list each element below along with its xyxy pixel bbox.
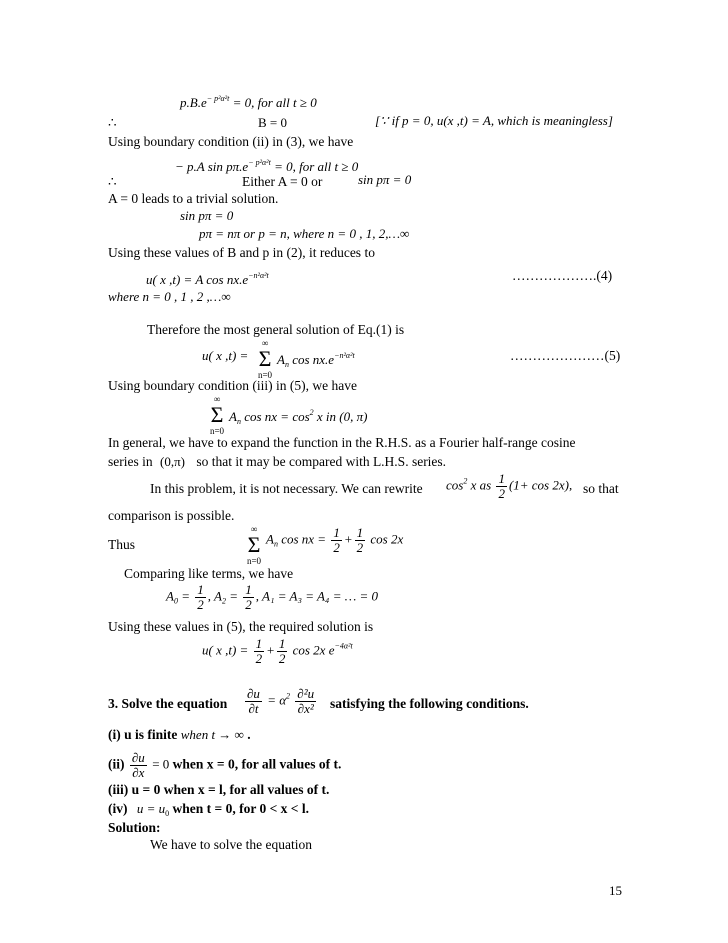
numerator: 1 <box>245 582 252 597</box>
eq-part: cos 2x <box>370 531 404 547</box>
numerator: 1 <box>278 636 286 651</box>
denominator: ∂t <box>248 701 259 716</box>
fraction <box>355 526 366 555</box>
equation-line <box>229 405 367 430</box>
condition-text: when x = 0, for all values of t. <box>172 756 342 772</box>
therefore-symbol: ∴ <box>108 115 117 130</box>
summation-sign: ∞ Σ n=0 <box>246 524 262 566</box>
denominator: ∂x² <box>297 701 314 716</box>
equation-line <box>180 91 317 111</box>
denominator: 2 <box>255 651 263 666</box>
condition-math: = 0 <box>152 756 170 772</box>
text-line: Using these values in (5), the required solution is <box>108 619 374 634</box>
coefficient-subscript: n <box>273 539 278 549</box>
eq-exponent: 2 <box>309 408 314 417</box>
coefficient-subscript: 2 <box>221 596 226 606</box>
condition-text: when t = 0, for 0 < x < l. <box>172 801 309 816</box>
text-line: comparison is possible. <box>108 508 235 523</box>
condition-line: (iii) u = 0 when x = l, for all values of t. <box>108 782 330 797</box>
coefficient-subscript: n <box>284 360 289 369</box>
coefficient-subscript: n <box>236 417 241 426</box>
equation-tag: …………………(5) <box>510 348 621 363</box>
eq-exponent: 2 <box>463 476 468 486</box>
equation-inline <box>446 472 572 501</box>
eq-part: cos nx = <box>281 531 327 547</box>
condition-line <box>108 801 309 822</box>
eq-part: cos <box>446 477 464 493</box>
numerator: ∂u <box>131 750 145 765</box>
numerator: 1 <box>197 582 204 597</box>
denominator: 2 <box>498 486 505 501</box>
fraction <box>195 583 206 612</box>
text-line: Therefore the most general solution of Eq.(1) is <box>147 322 405 337</box>
numerator: 1 <box>356 525 364 540</box>
condition-subscript: 0 <box>165 809 170 818</box>
fraction <box>277 637 288 666</box>
equation-line: sin pπ = 0 <box>358 172 412 187</box>
text-line: Thus <box>108 537 135 552</box>
eq-part: cos nx.e <box>292 352 335 367</box>
eq-part: , A₁ = A₃ = A₄ = … = 0 <box>255 588 379 604</box>
question-heading: satisfying the following conditions. <box>330 696 529 711</box>
text-line: In this problem, it is not necessary. We can rewrite <box>150 481 423 496</box>
sigma-lower: n=0 <box>257 370 273 380</box>
numerator: 1 <box>498 471 505 486</box>
equation-line <box>266 526 403 555</box>
condition-line <box>108 727 251 743</box>
equation-rhs <box>277 348 355 373</box>
equation-line <box>146 268 269 288</box>
equation-tag: ……………….(4) <box>512 268 613 283</box>
numerator: 1 <box>255 636 263 651</box>
fraction <box>331 526 342 555</box>
fraction <box>130 751 147 780</box>
denominator: 2 <box>333 540 340 555</box>
condition-math: u = u <box>136 801 166 816</box>
text-line: In general, we have to expand the function in the R.H.S. as a Fourier half-range cosine <box>108 435 576 450</box>
eq-exponent: − p²α²t <box>248 158 271 167</box>
sigma-lower: n=0 <box>246 556 262 566</box>
text-line: Either A = 0 or <box>242 174 323 189</box>
sigma-upper: ∞ <box>261 338 269 348</box>
eq-part: x as <box>470 477 492 493</box>
sigma-lower: n=0 <box>209 426 225 436</box>
equation-line <box>175 155 358 175</box>
text-line: so that <box>583 481 619 496</box>
plus-sign: + <box>343 531 353 547</box>
pde-equation <box>243 687 318 716</box>
coefficient: A <box>166 588 174 604</box>
denominator: 2 <box>245 597 252 612</box>
condition-label: (iv) <box>108 801 128 816</box>
period: . <box>247 727 251 742</box>
solution-heading: Solution: <box>108 820 161 835</box>
fraction <box>295 687 316 716</box>
interval: (0,π) <box>160 454 185 469</box>
equation-line: B = 0 <box>258 115 288 130</box>
eq-part: cos 2x e <box>292 642 335 658</box>
text-line: Comparing like terms, we have <box>124 566 294 581</box>
text-line: We have to solve the equation <box>150 837 312 852</box>
summation-sign: ∞ Σ n=0 <box>209 394 225 436</box>
text-line: A = 0 leads to a trivial solution. <box>108 191 279 206</box>
eq-part: u( x ,t) = A cos nx.e <box>146 272 249 287</box>
question-heading: 3. Solve the equation <box>108 696 228 711</box>
text-part: series in <box>108 454 153 469</box>
plus-sign: + <box>266 642 275 658</box>
eq-part: p.B.e <box>180 95 207 110</box>
equals-sign: = <box>229 588 238 604</box>
text-line <box>108 454 446 470</box>
eq-part: = α <box>267 692 287 708</box>
equation-line: sin pπ = 0 <box>180 208 234 223</box>
eq-exponent: −4α²t <box>334 641 353 651</box>
equation-lhs: u( x ,t) = <box>202 348 249 363</box>
eq-part: cos nx = cos <box>244 409 310 424</box>
equation-line: pπ = nπ or p = n, where n = 0 , 1, 2,…∞ <box>199 226 410 241</box>
equation-reason: [∵ if p = 0, u(x ,t) = A, which is meaningless] <box>375 113 613 128</box>
coefficient: A <box>266 531 274 547</box>
sigma-upper: ∞ <box>250 524 258 534</box>
denominator: ∂x <box>132 765 145 780</box>
condition-label: (ii) <box>108 756 125 772</box>
text-line: Using boundary condition (ii) in (3), we have <box>108 134 354 149</box>
fraction <box>254 637 265 666</box>
eq-exponent: −n²α²t <box>334 351 355 360</box>
sigma-upper: ∞ <box>213 394 221 404</box>
therefore-symbol: ∴ <box>108 174 117 189</box>
coefficient: A <box>229 409 237 424</box>
condition-line <box>108 751 341 780</box>
fraction <box>245 687 262 716</box>
equation-line <box>202 637 353 666</box>
fraction <box>243 583 254 612</box>
coefficient: A <box>277 352 285 367</box>
numerator: ∂u <box>247 686 260 701</box>
summation-sign: ∞ Σ n=0 <box>257 338 273 380</box>
fraction <box>496 472 507 501</box>
eq-part: = 0, for all t ≥ 0 <box>232 95 317 110</box>
condition-math: when t → ∞ <box>180 727 244 742</box>
coefficient-subscript: 0 <box>173 596 178 606</box>
numerator: ∂²u <box>297 686 315 701</box>
text-part: so that it may be compared with L.H.S. series. <box>196 454 447 469</box>
eq-part: , A <box>207 588 222 604</box>
denominator: 2 <box>197 597 204 612</box>
equals-sign: = <box>181 588 190 604</box>
eq-exponent: − p²α²t <box>206 94 230 103</box>
denominator: 2 <box>278 651 286 666</box>
eq-part: x in (0, π) <box>316 409 368 424</box>
numerator: 1 <box>333 525 340 540</box>
equation-line <box>166 583 378 612</box>
text-line: Using boundary condition (iii) in (5), we have <box>108 378 357 393</box>
page-number: 15 <box>609 883 622 898</box>
eq-part: = 0, for all t ≥ 0 <box>274 159 359 174</box>
eq-exponent: 2 <box>286 691 291 701</box>
equation-line: where n = 0 , 1 , 2 ,…∞ <box>108 289 231 304</box>
eq-part: − p.A sin pπ.e <box>175 159 249 174</box>
denominator: 2 <box>356 540 364 555</box>
eq-part: u( x ,t) = <box>202 642 249 658</box>
eq-exponent: −n²α²t <box>248 271 269 280</box>
text-line: Using these values of B and p in (2), it reduces to <box>108 245 375 260</box>
eq-part: (1+ cos 2x), <box>508 477 573 493</box>
condition-label: (i) u is finite <box>108 727 178 742</box>
